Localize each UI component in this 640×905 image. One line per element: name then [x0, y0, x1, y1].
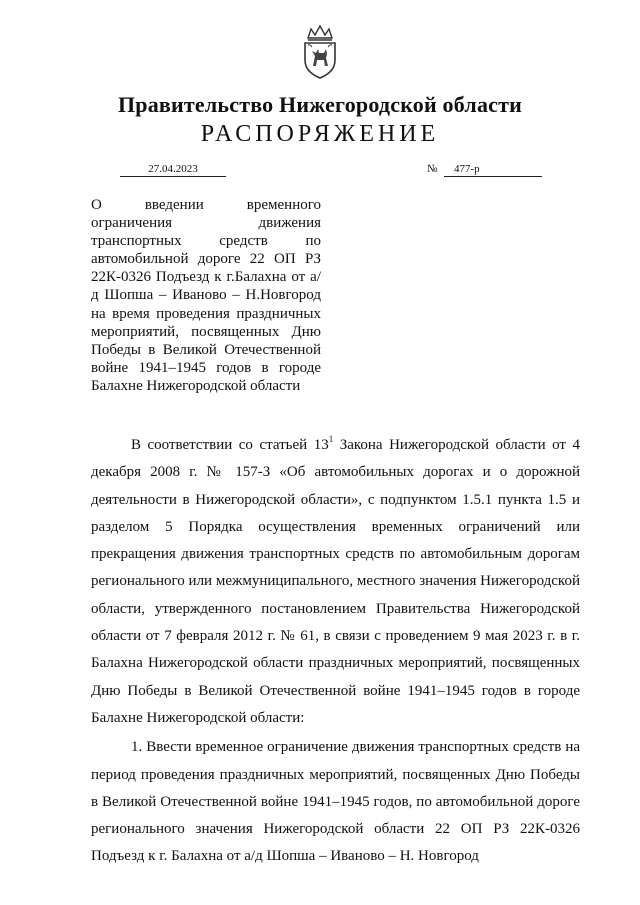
organization-name: Правительство Нижегородской области — [117, 92, 522, 117]
document-number: 477-р — [444, 163, 542, 177]
preamble-text-end: Закона Нижегородской области от 4 декабря 2008 г. № 157-З «Об автомобильных дорогах и о дорожной деятельности в Нижегородской области», с подпунктом 1.5.1 пункта 1.5 и разделом 5 Порядка осуществления временных ограничений или прекращения движения транспортных средств по автомобильным дорогам регионального или межмуниципального, местного значения Нижегородской области, утвержденного постановлением Правительства Нижегородской области от 7 февраля 2012 г. № 61, в связи с проведением 9 мая 2023 г. в г. Балахна Нижегородской области праздничных мероприятий, посвященных Дню Победы в Великой Отечественной войне 1941–1945 годов в городе Балахне Нижегородской области: — [91, 437, 580, 726]
item-1-paragraph: 1. Ввести временное ограничение движения транспортных средств на период проведения праздничных мероприятий, посвященных Дню Победы в Великой Отечественной войне 1941–1945 годов, по автомобильной дороге регионального значения Нижегородской области 22 ОП РЗ 22К-0326 Подъезд к г. Балахна от а/д Шопша – Иваново – Н. Новгород — [91, 739, 580, 865]
coat-of-arms-emblem — [296, 24, 344, 80]
preamble-paragraph — [91, 432, 580, 732]
preamble-text-start: В соответствии со статьей 13 — [131, 437, 329, 453]
document-date: 27.04.2023 — [120, 163, 226, 177]
article-superscript: 1 — [328, 434, 334, 444]
number-label: № — [427, 163, 438, 175]
document-subject: О введении временного ограничения движения транспортных средств по автомобильной дороге 22 ОП РЗ 22К-0326 Подъезд к г.Балахна от а/д Шопша – Иваново – Н.Новгород на время проведения праздничных мероприятий, посвященных Дню Победы в Великой Отечественной войне 1941–1945 годов в городе Балахне Нижегородской области — [91, 197, 321, 394]
document-type: РАСПОРЯЖЕНИЕ — [200, 121, 440, 147]
document-body — [91, 432, 580, 871]
